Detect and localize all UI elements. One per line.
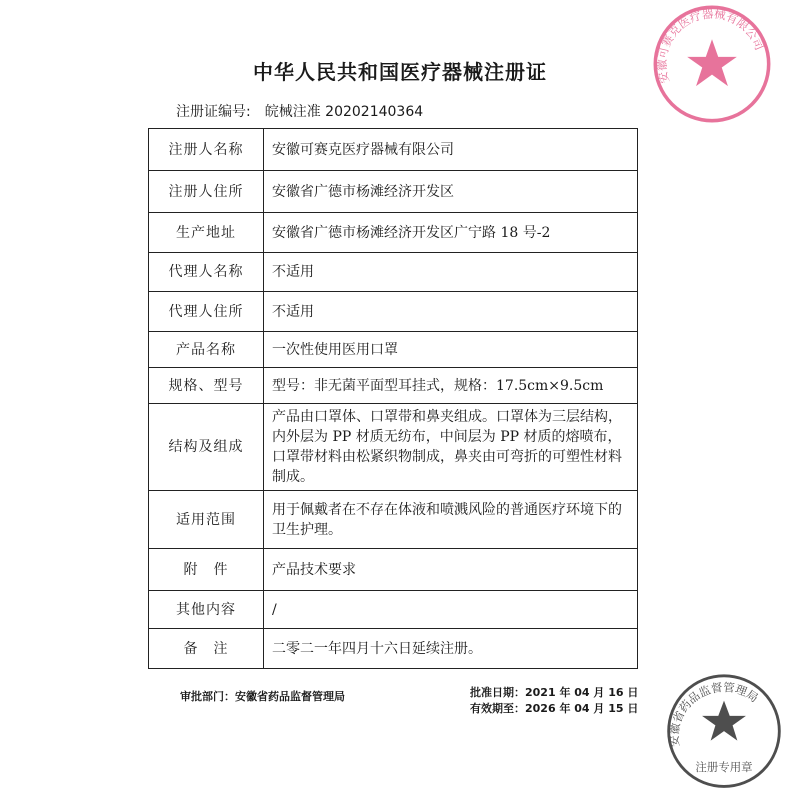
- field-value: 一次性使用医用口罩: [264, 332, 638, 368]
- field-value: 不适用: [264, 253, 638, 292]
- table-row: [149, 253, 638, 292]
- valid-until-label: 有效期至：: [470, 702, 525, 715]
- approval-department: 审批部门：安徽省药品监督管理局: [180, 690, 345, 703]
- company-seal-text: 安徽可赛克医疗器械有限公司: [654, 6, 767, 85]
- approval-date: 2021 年 04 月 16 日: [525, 686, 639, 699]
- field-label: 附 件: [149, 549, 264, 591]
- table-row: [149, 404, 638, 491]
- certificate-title: 中华人民共和国医疗器械注册证: [253, 60, 547, 84]
- field-value: 型号：非无菌平面型耳挂式，规格：17.5cm×9.5cm: [264, 368, 638, 404]
- star-icon: [702, 701, 746, 741]
- field-label: 产品名称: [149, 332, 264, 368]
- field-value: /: [264, 591, 638, 629]
- table-row: [149, 629, 638, 669]
- table-row: [149, 171, 638, 213]
- field-label: 适用范围: [149, 491, 264, 549]
- field-label: 结构及组成: [149, 404, 264, 491]
- table-row: [149, 332, 638, 368]
- field-value: 用于佩戴者在不存在体液和喷溅风险的普通医疗环境下的卫生护理。: [264, 491, 638, 549]
- table-row: [149, 368, 638, 404]
- authority-seal-text: 安徽省药品监督管理局: [666, 680, 761, 748]
- company-seal-stamp: [650, 2, 774, 126]
- approval-dates: [470, 685, 638, 717]
- field-label: 代理人名称: [149, 253, 264, 292]
- field-value: 二零二一年四月十六日延续注册。: [264, 629, 638, 669]
- table-row: [149, 591, 638, 629]
- registration-number-label: 注册证编号:: [176, 104, 251, 120]
- field-label: 注册人住所: [149, 171, 264, 213]
- table-row: [149, 129, 638, 171]
- field-value: 安徽可赛克医疗器械有限公司: [264, 129, 638, 171]
- table-row: [149, 549, 638, 591]
- registration-table: [148, 128, 638, 669]
- valid-until: 2026 年 04 月 15 日: [525, 702, 639, 715]
- field-label: 注册人名称: [149, 129, 264, 171]
- field-value: 安徽省广德市杨滩经济开发区广宁路 18 号-2: [264, 213, 638, 253]
- approval-date-label: 批准日期：: [470, 686, 525, 699]
- field-value: 产品由口罩体、口罩带和鼻夹组成。口罩体为三层结构，内外层为 PP 材质无纺布，中间层为 PP 材质的熔喷布，口罩带材料由松紧织物制成，鼻夹由可弯折的可塑性材料制成。: [264, 404, 638, 491]
- field-value: 安徽省广德市杨滩经济开发区: [264, 171, 638, 213]
- field-value: 产品技术要求: [264, 549, 638, 591]
- authority-seal-stamp: [662, 672, 786, 796]
- star-icon: [687, 39, 737, 86]
- field-label: 代理人住所: [149, 292, 264, 332]
- table-row: [149, 213, 638, 253]
- field-label: 规格、型号: [149, 368, 264, 404]
- field-label: 生产地址: [149, 213, 264, 253]
- table-row: [149, 292, 638, 332]
- registration-number: [176, 101, 423, 121]
- field-label: 备 注: [149, 629, 264, 669]
- field-label: 其他内容: [149, 591, 264, 629]
- authority-seal-subtext: 注册专用章: [695, 760, 753, 775]
- table-row: [149, 491, 638, 549]
- registration-number-value: 皖械注准 20202140364: [264, 104, 424, 120]
- field-value: 不适用: [264, 292, 638, 332]
